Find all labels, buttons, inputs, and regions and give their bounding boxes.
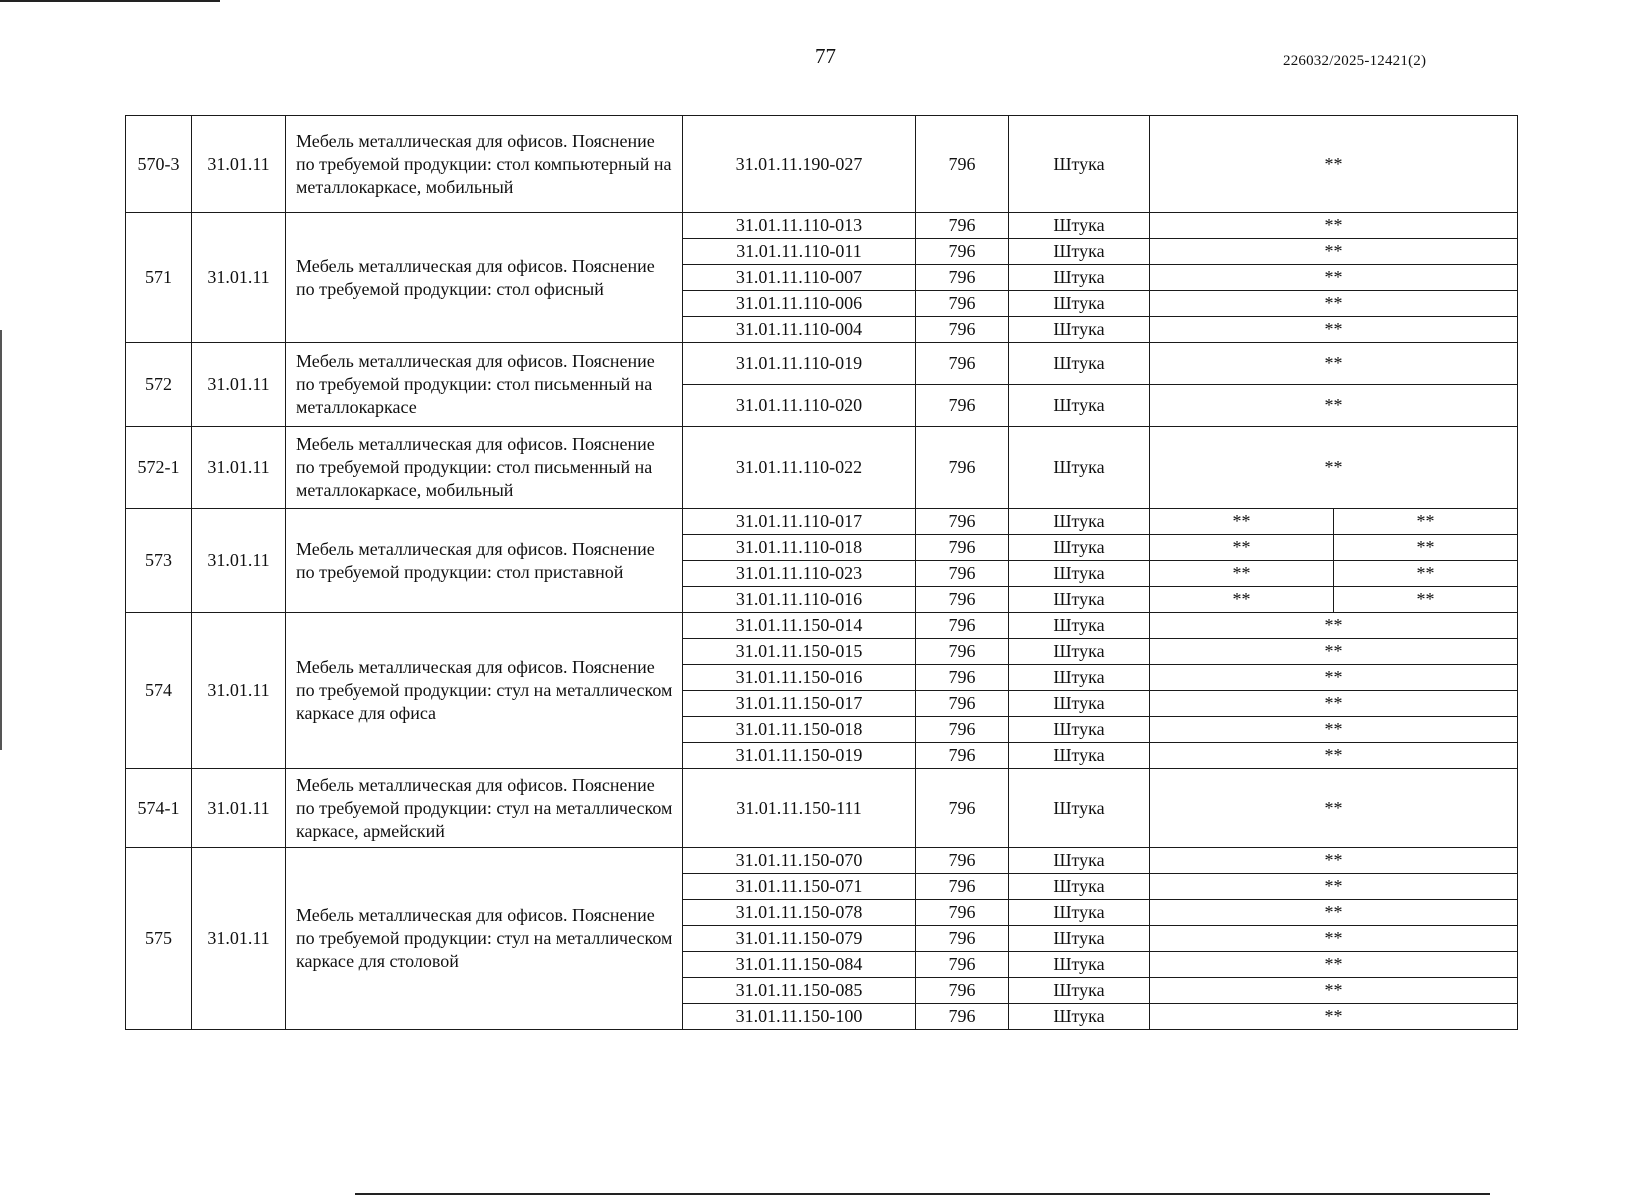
table-row (126, 848, 1518, 874)
table-row (126, 213, 1518, 239)
okpd-code: 31.01.11 (192, 509, 286, 613)
value-cell-2: ** (1334, 561, 1518, 587)
unit-name: Штука (1009, 978, 1150, 1004)
page-number: 77 (815, 44, 836, 68)
okei-code: 796 (916, 535, 1009, 561)
value-cell-2: ** (1334, 587, 1518, 613)
okei-code: 796 (916, 874, 1009, 900)
product-description: Мебель металлическая для офисов. Пояснение по требуемой продукции: стол письменный на металлокаркасе (286, 343, 683, 427)
ktru-code: 31.01.11.150-014 (683, 613, 916, 639)
okei-code: 796 (916, 639, 1009, 665)
okpd-code: 31.01.11 (192, 343, 286, 427)
unit-name: Штука (1009, 385, 1150, 427)
position-number: 571 (126, 213, 192, 343)
ktru-code: 31.01.11.110-022 (683, 427, 916, 509)
okei-code: 796 (916, 343, 1009, 385)
unit-name: Штука (1009, 1004, 1150, 1030)
scan-edge-left (0, 330, 2, 750)
okpd-code: 31.01.11 (192, 769, 286, 848)
okei-code: 796 (916, 769, 1009, 848)
okei-code: 796 (916, 561, 1009, 587)
ktru-code: 31.01.11.110-018 (683, 535, 916, 561)
value-cell: ** (1150, 900, 1518, 926)
ktru-code: 31.01.11.150-079 (683, 926, 916, 952)
okpd-code: 31.01.11 (192, 613, 286, 769)
ktru-code: 31.01.11.150-084 (683, 952, 916, 978)
unit-name: Штука (1009, 509, 1150, 535)
ktru-code: 31.01.11.110-016 (683, 587, 916, 613)
okei-code: 796 (916, 587, 1009, 613)
value-cell: ** (1150, 1004, 1518, 1030)
value-cell: ** (1150, 743, 1518, 769)
ktru-code: 31.01.11.150-078 (683, 900, 916, 926)
value-cell: ** (1150, 639, 1518, 665)
unit-name: Штука (1009, 239, 1150, 265)
okei-code: 796 (916, 317, 1009, 343)
unit-name: Штука (1009, 874, 1150, 900)
unit-name: Штука (1009, 691, 1150, 717)
scan-edge-top (0, 0, 220, 2)
okei-code: 796 (916, 743, 1009, 769)
unit-name: Штука (1009, 717, 1150, 743)
ktru-code: 31.01.11.110-007 (683, 265, 916, 291)
okei-code: 796 (916, 213, 1009, 239)
product-description: Мебель металлическая для офисов. Пояснение по требуемой продукции: стол офисный (286, 213, 683, 343)
okei-code: 796 (916, 291, 1009, 317)
value-cell: ** (1150, 665, 1518, 691)
value-cell: ** (1150, 874, 1518, 900)
value-cell: ** (1150, 691, 1518, 717)
ktru-code: 31.01.11.150-071 (683, 874, 916, 900)
ktru-code: 31.01.11.150-085 (683, 978, 916, 1004)
ktru-code: 31.01.11.110-023 (683, 561, 916, 587)
okpd-code: 31.01.11 (192, 116, 286, 213)
ktru-code: 31.01.11.150-100 (683, 1004, 916, 1030)
unit-name: Штука (1009, 213, 1150, 239)
unit-name: Штука (1009, 535, 1150, 561)
document-reference: 226032/2025-12421(2) (1283, 53, 1427, 69)
okei-code: 796 (916, 239, 1009, 265)
value-cell: ** (1150, 848, 1518, 874)
unit-name: Штука (1009, 317, 1150, 343)
products-table (125, 115, 1518, 1030)
position-number: 572-1 (126, 427, 192, 509)
table-row (126, 509, 1518, 535)
value-cell: ** (1150, 535, 1334, 561)
value-cell: ** (1150, 116, 1518, 213)
ktru-code: 31.01.11.110-013 (683, 213, 916, 239)
okei-code: 796 (916, 427, 1009, 509)
okei-code: 796 (916, 900, 1009, 926)
ktru-code: 31.01.11.150-017 (683, 691, 916, 717)
position-number: 574 (126, 613, 192, 769)
unit-name: Штука (1009, 427, 1150, 509)
ktru-code: 31.01.11.150-018 (683, 717, 916, 743)
ktru-code: 31.01.11.190-027 (683, 116, 916, 213)
value-cell: ** (1150, 769, 1518, 848)
okei-code: 796 (916, 952, 1009, 978)
ktru-code: 31.01.11.110-020 (683, 385, 916, 427)
unit-name: Штука (1009, 116, 1150, 213)
unit-name: Штука (1009, 769, 1150, 848)
value-cell: ** (1150, 926, 1518, 952)
unit-name: Штука (1009, 900, 1150, 926)
unit-name: Штука (1009, 343, 1150, 385)
value-cell: ** (1150, 427, 1518, 509)
okei-code: 796 (916, 691, 1009, 717)
value-cell: ** (1150, 561, 1334, 587)
value-cell: ** (1150, 978, 1518, 1004)
okei-code: 796 (916, 665, 1009, 691)
value-cell-2: ** (1334, 535, 1518, 561)
table-row (126, 343, 1518, 385)
table-row (126, 769, 1518, 848)
value-cell-2: ** (1334, 509, 1518, 535)
unit-name: Штука (1009, 848, 1150, 874)
ktru-code: 31.01.11.150-016 (683, 665, 916, 691)
value-cell: ** (1150, 952, 1518, 978)
value-cell: ** (1150, 385, 1518, 427)
unit-name: Штука (1009, 743, 1150, 769)
ktru-code: 31.01.11.150-070 (683, 848, 916, 874)
unit-name: Штука (1009, 665, 1150, 691)
okei-code: 796 (916, 509, 1009, 535)
unit-name: Штука (1009, 265, 1150, 291)
product-description: Мебель металлическая для офисов. Пояснение по требуемой продукции: стол приставной (286, 509, 683, 613)
value-cell: ** (1150, 509, 1334, 535)
unit-name: Штука (1009, 587, 1150, 613)
scan-edge-bottom (355, 1193, 1490, 1195)
product-description: Мебель металлическая для офисов. Пояснение по требуемой продукции: стол письменный на металлокаркасе, мобильный (286, 427, 683, 509)
ktru-code: 31.01.11.150-015 (683, 639, 916, 665)
table-row (126, 613, 1518, 639)
value-cell: ** (1150, 343, 1518, 385)
unit-name: Штука (1009, 926, 1150, 952)
product-description: Мебель металлическая для офисов. Пояснение по требуемой продукции: стул на металлическом каркасе для офиса (286, 613, 683, 769)
okpd-code: 31.01.11 (192, 213, 286, 343)
value-cell: ** (1150, 613, 1518, 639)
okei-code: 796 (916, 613, 1009, 639)
okei-code: 796 (916, 978, 1009, 1004)
value-cell: ** (1150, 717, 1518, 743)
unit-name: Штука (1009, 952, 1150, 978)
position-number: 575 (126, 848, 192, 1030)
unit-name: Штука (1009, 639, 1150, 665)
table-row (126, 116, 1518, 213)
ktru-code: 31.01.11.110-011 (683, 239, 916, 265)
value-cell: ** (1150, 265, 1518, 291)
okpd-code: 31.01.11 (192, 427, 286, 509)
value-cell: ** (1150, 317, 1518, 343)
position-number: 572 (126, 343, 192, 427)
okei-code: 796 (916, 116, 1009, 213)
okei-code: 796 (916, 717, 1009, 743)
unit-name: Штука (1009, 613, 1150, 639)
ktru-code: 31.01.11.150-019 (683, 743, 916, 769)
okei-code: 796 (916, 1004, 1009, 1030)
value-cell: ** (1150, 587, 1334, 613)
ktru-code: 31.01.11.110-006 (683, 291, 916, 317)
okei-code: 796 (916, 848, 1009, 874)
position-number: 570-3 (126, 116, 192, 213)
okei-code: 796 (916, 385, 1009, 427)
value-cell: ** (1150, 291, 1518, 317)
table-row (126, 427, 1518, 509)
unit-name: Штука (1009, 561, 1150, 587)
okei-code: 796 (916, 265, 1009, 291)
position-number: 573 (126, 509, 192, 613)
ktru-code: 31.01.11.110-017 (683, 509, 916, 535)
product-description: Мебель металлическая для офисов. Пояснение по требуемой продукции: стул на металлическом каркасе для столовой (286, 848, 683, 1030)
ktru-code: 31.01.11.150-111 (683, 769, 916, 848)
ktru-code: 31.01.11.110-019 (683, 343, 916, 385)
okpd-code: 31.01.11 (192, 848, 286, 1030)
unit-name: Штука (1009, 291, 1150, 317)
ktru-code: 31.01.11.110-004 (683, 317, 916, 343)
product-description: Мебель металлическая для офисов. Пояснение по требуемой продукции: стол компьютерный на металлокаркасе, мобильный (286, 116, 683, 213)
product-description: Мебель металлическая для офисов. Пояснение по требуемой продукции: стул на металлическом каркасе, армейский (286, 769, 683, 848)
value-cell: ** (1150, 213, 1518, 239)
okei-code: 796 (916, 926, 1009, 952)
position-number: 574-1 (126, 769, 192, 848)
value-cell: ** (1150, 239, 1518, 265)
